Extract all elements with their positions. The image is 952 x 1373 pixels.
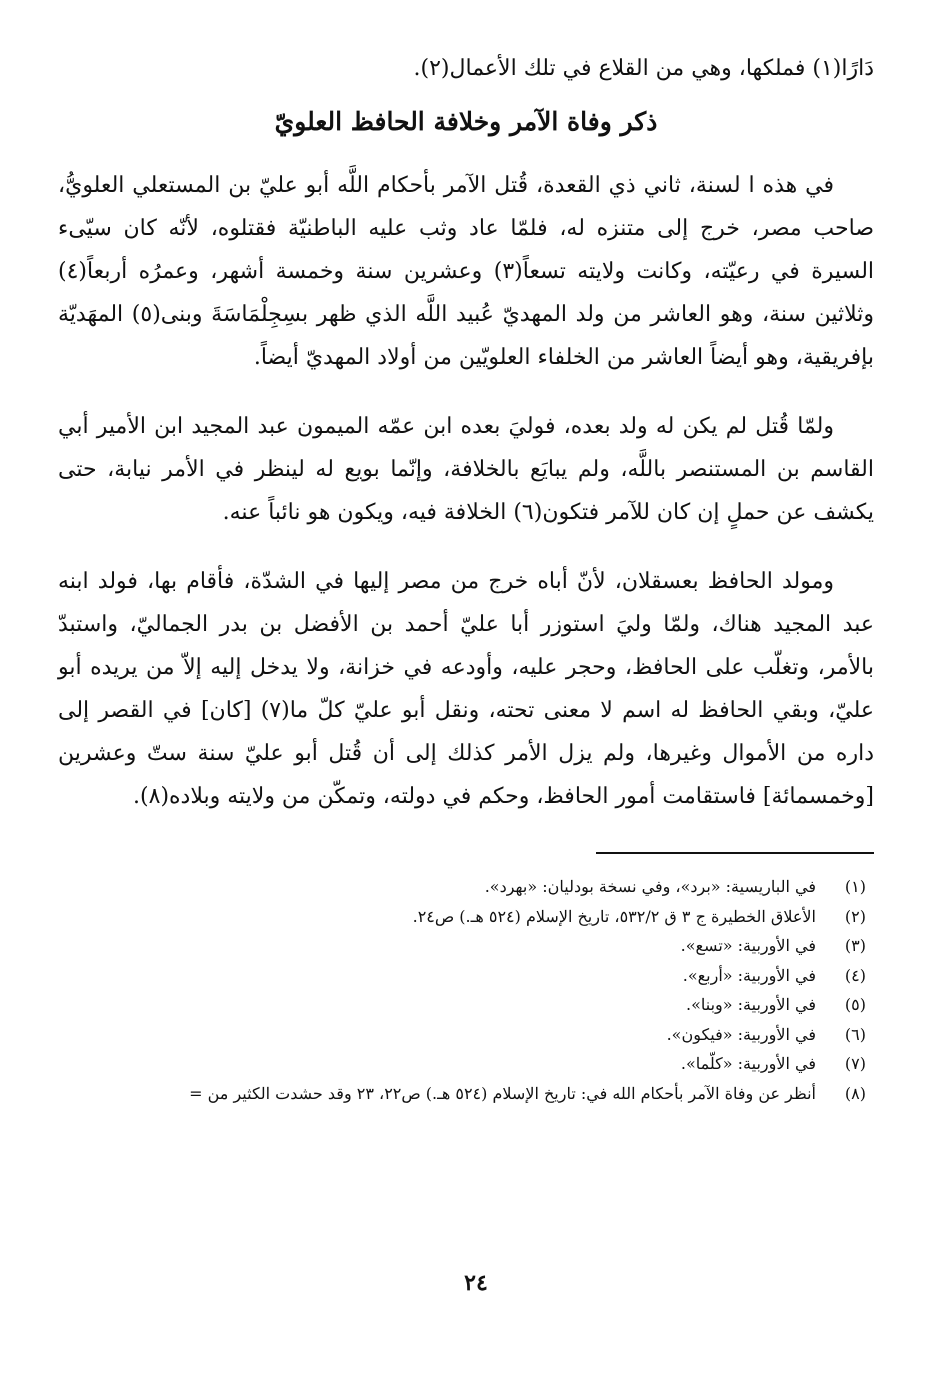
footnote — [58, 1079, 874, 1109]
footnote — [58, 872, 874, 902]
section-heading: ذكر وفاة الآمر وخلافة الحافظ العلويّ — [274, 107, 658, 136]
footnote-text: في الأوربية: «تسع». — [680, 936, 816, 955]
paragraph-3: ومولد الحافظ بعسقلان، لأنّ أباه خرج من مصر إليها في الشدّة، فأقام بها، فولد ابنه عبد المجيد هناك، ولمّا وليَ استوزر أبا عليّ أحمد بن الأفضل بن بدر الجماليّ، واستبدّ بالأمر، وتغلّب على الحافظ، وحجر عليه، وأودعه في خزانة، ولا يدخل إليه إلاّ من يريده أبو عليّ، وبقي الحافظ له اسم لا معنى تحته، ونقل أبو عليّ كلّ ما(٧) [كان] في القصر إلى داره من الأموال وغيرها، ولم يزل الأمر كذلك إلى أن قُتل أبو عليّ سنة ستّ وعشرين [وخمسمائة] فاستقامت أمور الحافظ، وحكم في دولته، وتمكّن من ولايته وبلاده(٨). — [58, 569, 874, 809]
page-number: ٢٤ — [464, 1270, 488, 1296]
lead-line: دَارًا(١) فملكها، وهي من القلاع في تلك الأعمال(٢). — [413, 56, 874, 81]
paragraph-1: في هذه ا لسنة، ثاني ذي القعدة، قُتل الآمر بأحكام اللَّه أبو عليّ بن المستعلي العلويُّ، صاحب مصر، خرج إلى متنزه له، فلمّا عاد وثب عليه الباطنيّة فقتلوه، لأنّه كان سيّىء السيرة في رعيّته، وكانت ولايته تسعاً(٣) وعشرين سنة وخمسة أشهر، وعمرُه أربعاً(٤) وثلاثين سنة، وهو العاشر من ولد المهديّ عُبيد اللَّه الذي ظهر بسِجِلْمَاسَةَ وبنى(٥) المهَديّة بإفريقية، وهو أيضاً العاشر من الخلفاء العلويّين من أولاد المهديّ أيضاً. — [58, 173, 875, 370]
footnote-text: في الأوربية: «أربع». — [682, 965, 816, 985]
footnote-number: (٤) — [844, 965, 866, 985]
footnote-text: في الباريسية: «برد»، وفي نسخة بودليان: «بهرد». — [484, 877, 816, 896]
footnote-number: (٧) — [844, 1054, 866, 1073]
footnote-text: في الأوربية: «فيكون». — [666, 1024, 816, 1044]
footnote-number: (٢) — [844, 906, 866, 926]
footnote-number: (١) — [844, 877, 866, 896]
footnote-number: (٣) — [844, 936, 866, 955]
footnote-divider — [596, 852, 874, 854]
footnote — [58, 1049, 874, 1079]
footnote — [58, 990, 874, 1020]
footnote — [58, 961, 874, 991]
footnote — [58, 902, 874, 932]
footnote-number: (٥) — [844, 995, 866, 1014]
footnote-text: الأعلاق الخطيرة ج ٣ ق ٥٣٢/٢، تاريخ الإسلام (٥٢٤ هـ.) ص٢٤. — [412, 906, 816, 926]
footnotes — [58, 872, 874, 1108]
footnote — [58, 1020, 874, 1050]
paragraph-2: ولمّا قُتل لم يكن له ولد بعده، فوليَ بعده ابن عمّه الميمون عبد المجيد ابن الأمير أبي القاسم بن المستنصر باللَّه، ولم يبايَع بالخلافة، وإنّما بويع له لينظر في الأمر نيابة، حتى يكشف عن حملٍ إن كان للآمر فتكون(٦) الخلافة فيه، ويكون هو نائباً عنه. — [58, 414, 874, 525]
footnote-text: في الأوربية: «كلّما». — [680, 1054, 816, 1073]
footnote-text: أنظر عن وفاة الآمر بأحكام الله في: تاريخ الإسلام (٥٢٤ هـ.) ص٢٢، ٢٣ وقد حشدت الكثير من = — [189, 1083, 816, 1103]
footnote — [58, 931, 874, 961]
footnote-number: (٦) — [844, 1024, 866, 1044]
footnote-number: (٨) — [844, 1083, 866, 1103]
footnote-text: في الأوربية: «وبنا». — [686, 995, 816, 1014]
